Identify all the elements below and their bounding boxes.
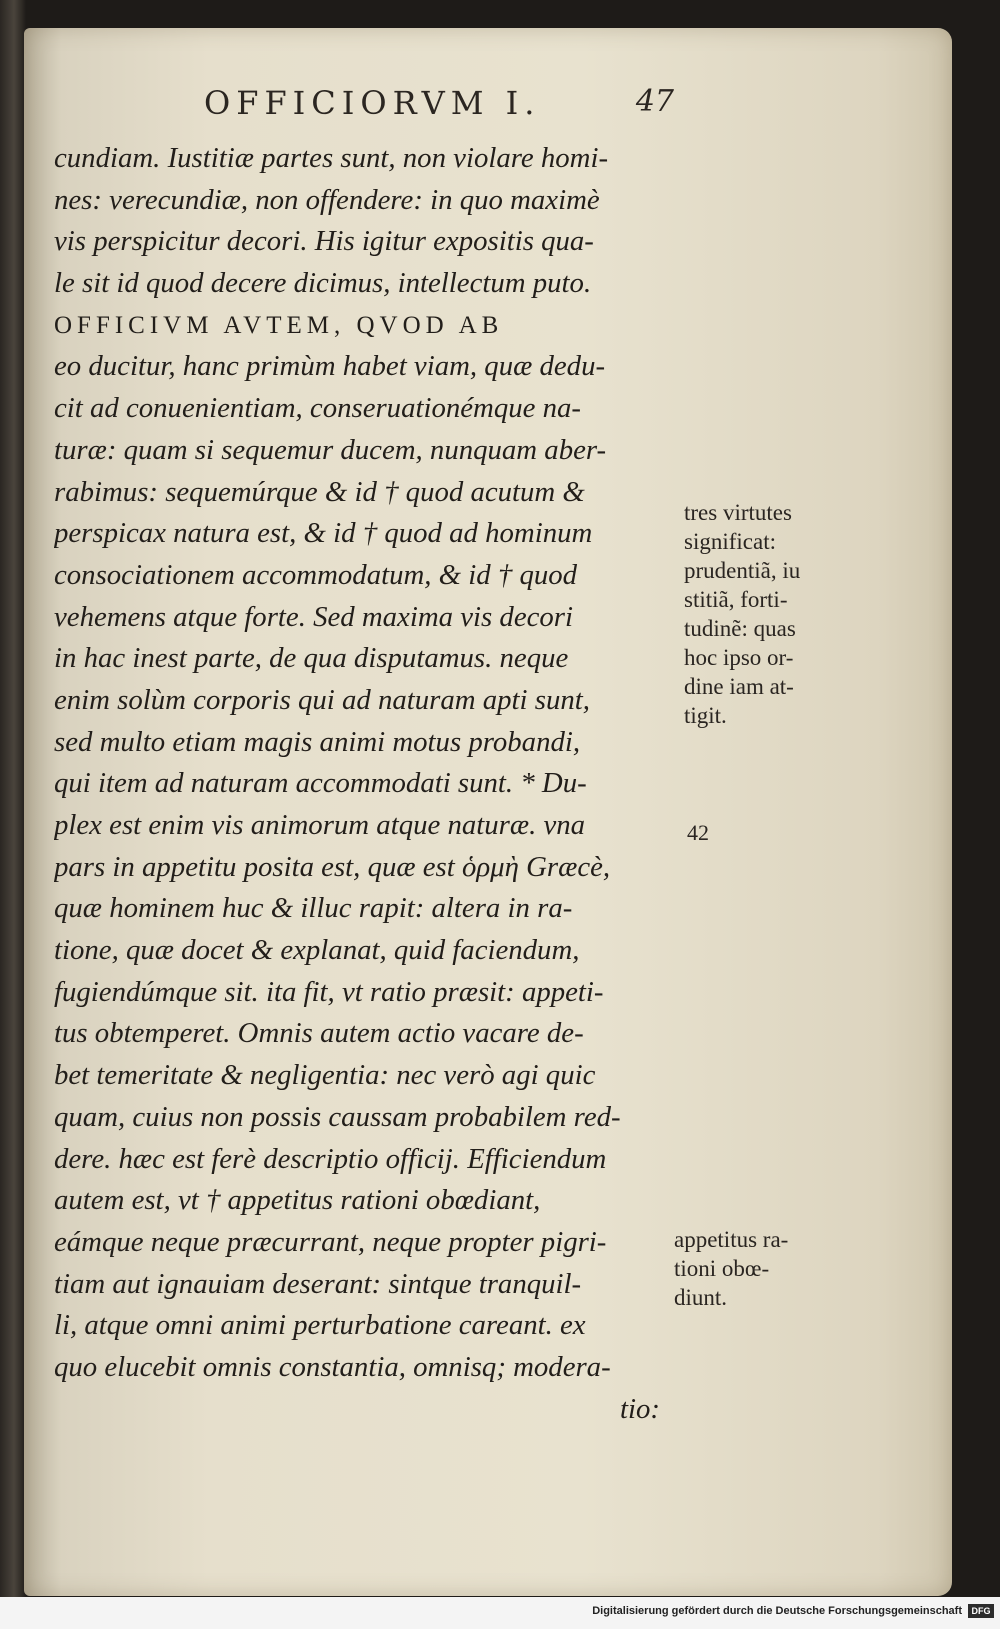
margin-note-line: hoc ipso or- [684,645,794,670]
text-line: tiam aut ignauiam deserant: sintque tranquil- [54,1267,582,1300]
section-number: 42 [687,820,709,845]
text-line: fugiendúmque sit. ita fit, vt ratio præsit: appeti- [54,975,604,1008]
text-line: cit ad conuenientiam, conseruationémque na- [54,392,582,425]
text-line: tus obtemperet. Omnis autem actio vacare de- [54,1017,584,1050]
text-line: qui item ad naturam accommodati sunt. * Du- [54,767,587,800]
text-line: nes: verecundiæ, non offendere: in quo maximè [54,183,600,216]
text-line: bet temeritate & negligentia: nec verò agi quic [54,1059,596,1092]
text-line: vehemens atque forte. Sed maxima vis decori [54,600,573,633]
text-line: quo elucebit omnis constantia, omnisq; modera- [54,1350,611,1383]
text-line: autem est, vt † appetitus rationi obœdiant, [54,1184,541,1217]
text-line: le sit id quod decere dicimus, intellectum puto. [54,267,592,300]
text-line: perspicax natura est, & id † quod ad hominum [54,517,593,550]
text-line: cundiam. Iustitiæ partes sunt, non violare homi- [54,142,609,174]
text-line: dere. hæc est ferè descriptio officij. Efficiendum [54,1142,607,1175]
funding-credit: Digitalisierung gefördert durch die Deutsche Forschungsgemeinschaft [592,1605,962,1617]
margin-note-virtues [684,498,854,730]
margin-note-line: stitiã, forti- [684,587,788,612]
text-line: li, atque omni animi perturbatione careant. ex [54,1309,586,1342]
text-line: vis perspicitur decori. His igitur expositis qua- [54,225,594,258]
text-line: pars in appetitu posita est, quæ est ὁρμὴ Græcè, [54,850,611,883]
margin-note-line: dine iam at- [684,674,794,699]
text-line: rabimus: sequemúrque & id † quod acutum & [54,475,585,508]
page-header [204,78,684,128]
text-line: turæ: quam si sequemur ducem, nunquam aber- [54,433,607,466]
margin-note-appetitus [674,1225,854,1312]
text-line: plex est enim vis animorum atque naturæ. vna [54,809,586,841]
margin-note-line: significat: [684,529,776,554]
margin-note-line: appetitus ra- [674,1227,789,1252]
text-line: eámque neque præcurrant, neque propter pigri- [54,1225,607,1258]
catchword: tio: [620,1392,660,1425]
margin-note-line: tioni obœ- [674,1256,770,1281]
body-text [54,138,674,1430]
text-line: consociationem accommodatum, & id † quod [54,558,578,591]
text-line: quam, cuius non possis caussam probabilem red- [54,1100,621,1133]
dfg-logo: DFG [968,1604,994,1618]
running-title: OFFICIORVM I. [204,84,541,122]
text-line: sed multo etiam magis animi motus probandi, [54,725,581,758]
margin-note-line: tudinẽ: quas [684,616,796,641]
text-line: quæ hominem huc & illuc rapit: altera in ra- [54,892,573,925]
digitization-footer [0,1597,1000,1629]
book-page [24,28,952,1596]
text-line: tione, quæ docet & explanat, quid faciendum, [54,934,580,967]
margin-section-number [687,818,709,847]
margin-note-line: tigit. [684,703,727,728]
margin-note-line: tres virtutes [684,500,792,525]
text-line: in hac inest parte, de qua disputamus. neque [54,642,569,675]
section-opening: OFFICIVM AVTEM, QVOD AB [54,311,504,339]
page-number: 47 [635,84,674,119]
margin-note-line: diunt. [674,1285,728,1310]
text-line: enim solùm corporis qui ad naturam apti sunt, [54,683,590,716]
margin-note-line: prudentiã, iu [684,558,801,583]
text-line: eo ducitur, hanc primùm habet viam, quæ dedu- [54,350,606,383]
